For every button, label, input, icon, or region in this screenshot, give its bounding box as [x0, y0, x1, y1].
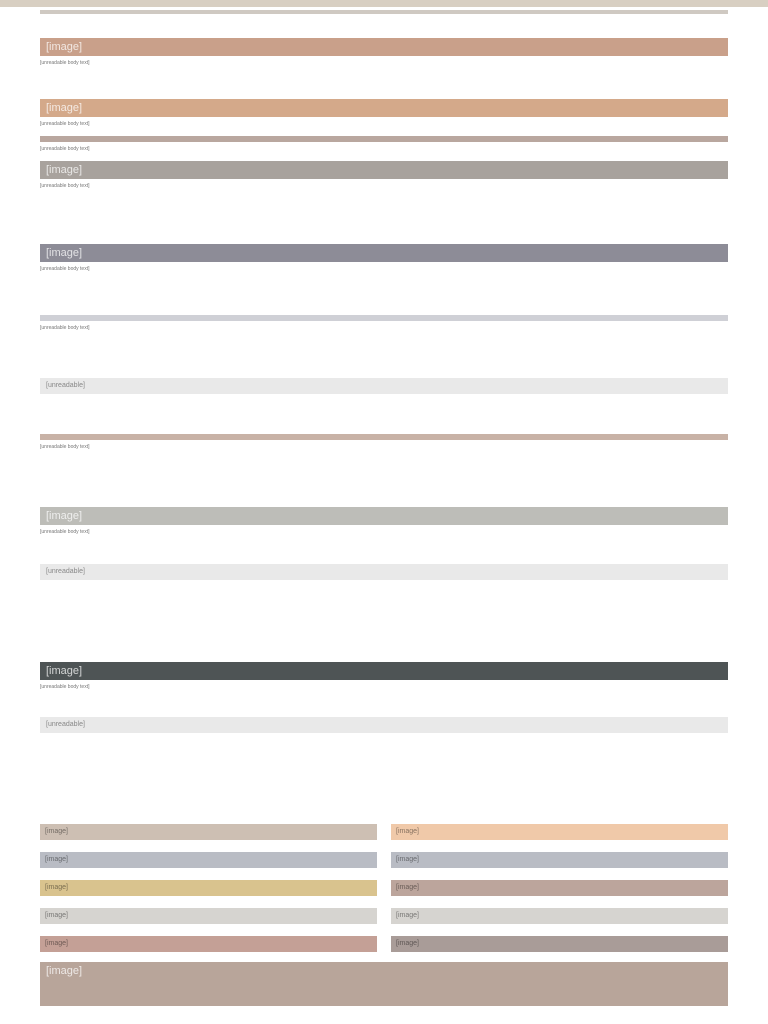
footer-banner: [image]: [40, 962, 728, 1006]
content-column: [40, 38, 728, 733]
info-bar: [unreadable]: [40, 717, 728, 733]
section-text: [unreadable body text]: [40, 684, 90, 690]
section-banner: [image]: [40, 38, 728, 56]
info-bar: [unreadable]: [40, 564, 728, 580]
top-strip: [0, 0, 768, 7]
image-tile[interactable]: [image]: [40, 908, 377, 924]
image-tile[interactable]: [image]: [391, 852, 728, 868]
image-tile[interactable]: [image]: [391, 880, 728, 896]
section-text: [unreadable body text]: [40, 60, 90, 66]
image-tile[interactable]: [image]: [391, 908, 728, 924]
image-tile[interactable]: [image]: [40, 936, 377, 952]
section-banner: [image]: [40, 507, 728, 525]
section-text: [unreadable body text]: [40, 121, 90, 127]
image-grid: [40, 824, 728, 1006]
image-tile[interactable]: [image]: [40, 852, 377, 868]
section-banner: [image]: [40, 99, 728, 117]
image-tile[interactable]: [image]: [391, 936, 728, 952]
section-text: [unreadable body text]: [40, 146, 90, 152]
section-banner: [image]: [40, 161, 728, 179]
page-header: [40, 10, 728, 14]
section-text: [unreadable body text]: [40, 183, 90, 189]
section-text: [unreadable body text]: [40, 266, 90, 272]
image-tile[interactable]: [image]: [40, 824, 377, 840]
section-text: [unreadable body text]: [40, 529, 90, 535]
section-text: [unreadable body text]: [40, 444, 90, 450]
image-tile[interactable]: [image]: [391, 824, 728, 840]
info-bar: [unreadable]: [40, 378, 728, 394]
image-tile[interactable]: [image]: [40, 880, 377, 896]
section-text: [unreadable body text]: [40, 325, 90, 331]
section-banner: [image]: [40, 244, 728, 262]
section-banner: [image]: [40, 662, 728, 680]
